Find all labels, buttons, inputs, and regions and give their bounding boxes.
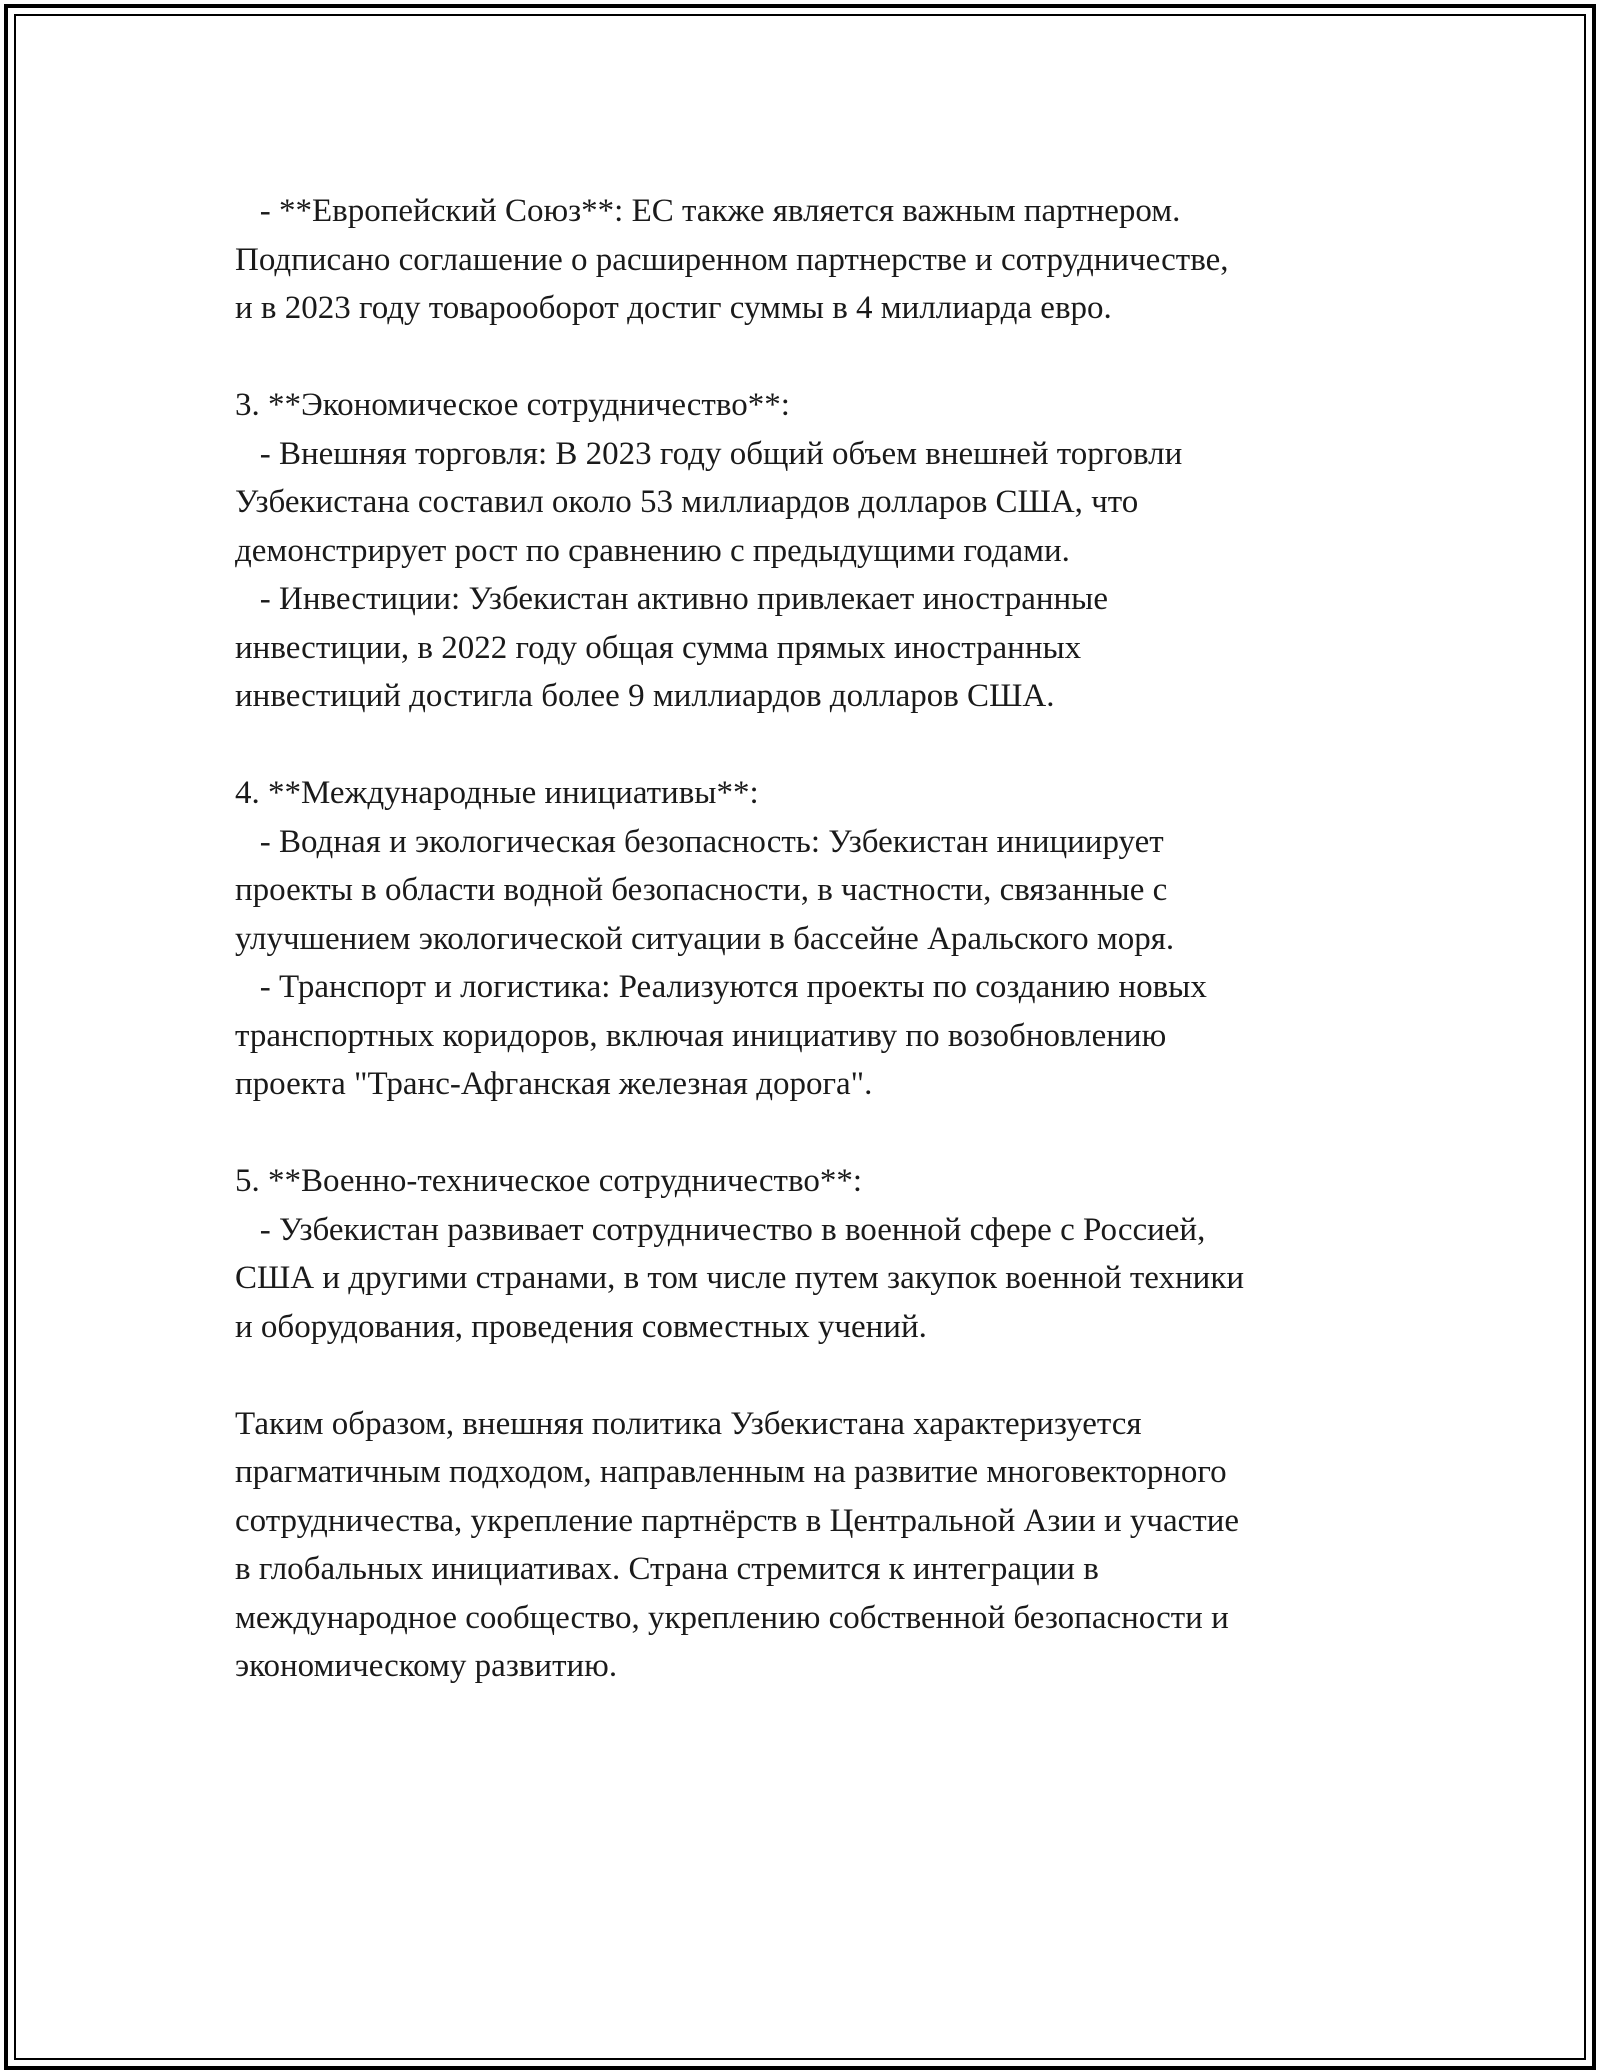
section-heading: 4. **Международные инициативы**: xyxy=(235,775,759,811)
text-line: - Узбекистан развивает сотрудничество в военной сфере с Россией, xyxy=(235,1211,1206,1248)
text-line: - Транспорт и логистика: Реализуются проекты по созданию новых xyxy=(235,969,1207,1005)
eu-paragraph xyxy=(235,187,1435,333)
section-heading: 5. **Военно-техническое сотрудничество**: xyxy=(235,1163,862,1199)
text-line: США и другими странами, в том числе путем закупок военной техники xyxy=(235,1260,1245,1296)
text-line: проекта "Транс-Афганская железная дорога". xyxy=(235,1066,873,1102)
text-line: инвестиций достигла более 9 миллиардов долларов США. xyxy=(235,678,1055,714)
text-line: прагматичным подходом, направленным на развитие многовекторного xyxy=(235,1454,1227,1490)
paragraph-spacer xyxy=(235,721,1435,770)
text-line: инвестиции, в 2022 году общая сумма прямых иностранных xyxy=(235,629,1082,666)
document-body xyxy=(235,187,1435,1691)
text-line: Таким образом, внешняя политика Узбекистана характеризуется xyxy=(235,1405,1142,1442)
text-line: в глобальных инициативах. Страна стремится к интеграции в xyxy=(235,1551,1099,1587)
text-line: - Инвестиции: Узбекистан активно привлекает иностранные xyxy=(235,581,1108,617)
paragraph-spacer xyxy=(235,1351,1435,1400)
text-line: Узбекистана составил около 53 миллиардов долларов США, что xyxy=(235,484,1139,520)
text-line: улучшением экологической ситуации в бассейне Аральского моря. xyxy=(235,920,1175,957)
text-line: сотрудничества, укрепление партнёрств в Центральной Азии и участие xyxy=(235,1502,1240,1539)
text-line: - Внешняя торговля: В 2023 году общий объем внешней торговли xyxy=(235,435,1183,472)
section-heading: 3. **Экономическое сотрудничество**: xyxy=(235,387,790,423)
economic-cooperation-section xyxy=(235,381,1435,721)
text-line: - Водная и экологическая безопасность: Узбекистан инициирует xyxy=(235,823,1164,860)
text-line: Подписано соглашение о расширенном партнерстве и сотрудничестве, xyxy=(235,241,1229,278)
international-initiatives-section xyxy=(235,769,1435,1109)
paragraph-spacer xyxy=(235,1109,1435,1158)
text-line: международное сообщество, укреплению собственной безопасности и xyxy=(235,1599,1229,1636)
conclusion-paragraph xyxy=(235,1400,1435,1691)
text-line: демонстрирует рост по сравнению с предыдущими годами. xyxy=(235,532,1070,569)
military-cooperation-section xyxy=(235,1157,1435,1351)
text-line: экономическому развитию. xyxy=(235,1648,618,1684)
text-line: и в 2023 году товарооборот достиг суммы в 4 миллиарда евро. xyxy=(235,290,1112,326)
paragraph-spacer xyxy=(235,333,1435,382)
text-line: - **Европейский Союз**: ЕС также является важным партнером. xyxy=(235,193,1181,229)
text-line: транспортных коридоров, включая инициативу по возобновлению xyxy=(235,1017,1167,1054)
text-line: и оборудования, проведения совместных учений. xyxy=(235,1308,927,1345)
text-line: проекты в области водной безопасности, в частности, связанные с xyxy=(235,872,1168,908)
